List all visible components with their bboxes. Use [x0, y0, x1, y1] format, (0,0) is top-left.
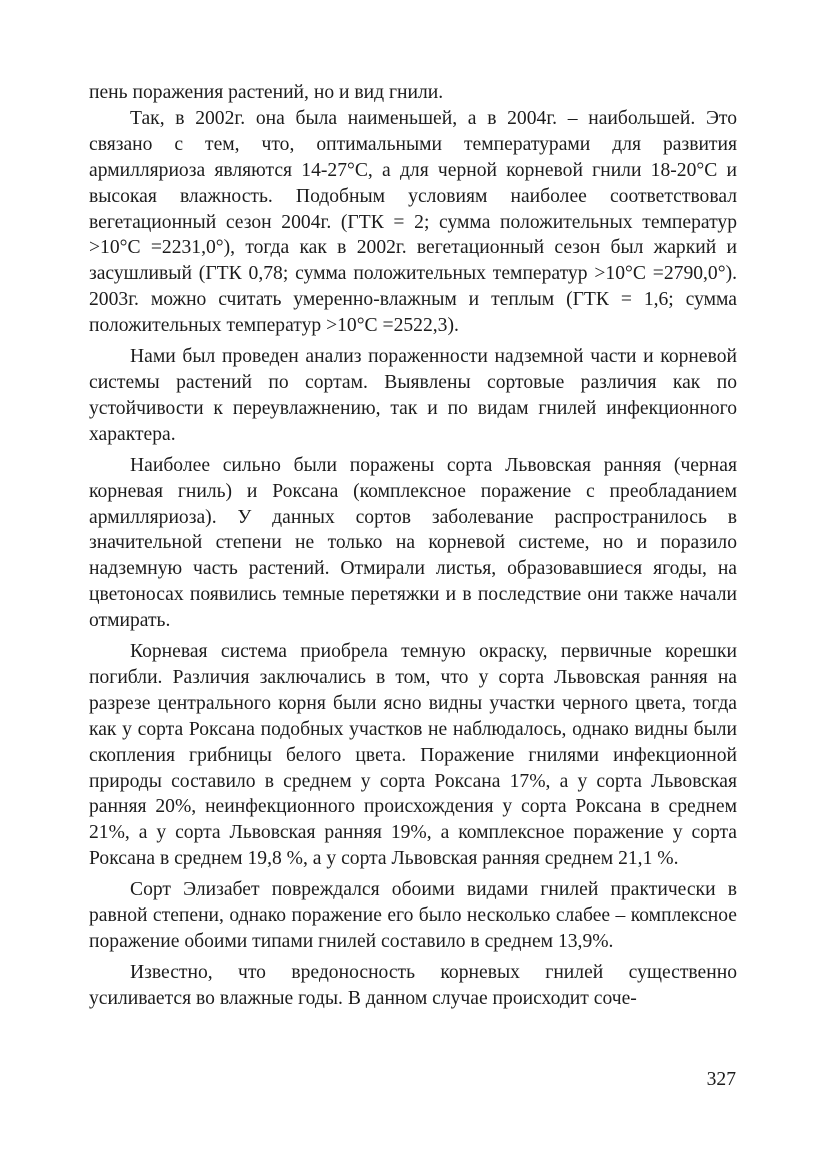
paragraph-elizabeth-variety: Сорт Элизабет повреждался обоими видами гнилей практически в равной степени, однако поражение его было несколько слабее – комплексное поражение обоими типами гнилей составило в среднем 13,9%.: [89, 879, 737, 952]
body-text: [89, 80, 737, 1012]
paragraph-2002-2004-conditions: Так, в 2002г. она была наименьшей, а в 2004г. – наибольшей. Это связано с тем, что, оптимальными температурами для развития армилляриоза являются 14-27°С, а для черной корневой гнили 18-20°С и высокая влажность. Подобным условиям наиболее соответствовал вегетационный сезон 2004г. (ГТК = 2; сумма положительных температур >10°С =2231,0°), тогда как в 2002г. вегетационный сезон был жаркий и засушливый (ГТК 0,78; сумма положительных температур >10°С =2790,0°). 2003г. можно считать умеренно-влажным и теплым (ГТК = 1,6; сумма положительных температур >10°С =2522,3).: [89, 107, 737, 337]
paragraph-variety-analysis: Нами был проведен анализ пораженности надземной части и корневой системы растений по сортам. Выявлены сортовые различия как по устойчивости к переувлажнению, так и по видам гнилей инфекционного характера.: [89, 346, 737, 445]
paragraph-continuation: пень поражения растений, но и вид гнили.: [89, 82, 444, 103]
paragraph-root-system: Корневая система приобрела темную окраску, первичные корешки погибли. Различия заключались в том, что у сорта Львовская ранняя на разрезе центрального корня были ясно видны участки черного цвета, тогда как у сорта Роксана подобных участков не наблюдалось, однако видны были скопления грибницы белого цвета. Поражение гнилями инфекционной природы составило в среднем у сорта Роксана 17%, а у сорта Львовская ранняя 20%, неинфекционного происхождения у сорта Роксана в среднем 21%, а у сорта Львовская ранняя 19%, а комплексное поражение у сорта Роксана в среднем 19,8 %, а у сорта Львовская ранняя среднем 21,1 %.: [89, 641, 737, 870]
paragraph-most-affected-varieties: Наиболее сильно были поражены сорта Львовская ранняя (черная корневая гниль) и Роксана (комплексное поражение с преобладанием армилляриоза). У данных сортов заболевание распространилось в значительной степени не только на корневой системе, но и поразило надземную часть растений. Отмирали листья, образовавшиеся ягоды, на цветоносах появились темные перетяжки и в последствие они также начали отмирать.: [89, 454, 737, 632]
paragraph-humid-years: Известно, что вредоносность корневых гнилей существенно усиливается во влажные годы. В данном случае происходит соче-: [89, 961, 737, 1009]
page-number: 327: [706, 1069, 736, 1090]
